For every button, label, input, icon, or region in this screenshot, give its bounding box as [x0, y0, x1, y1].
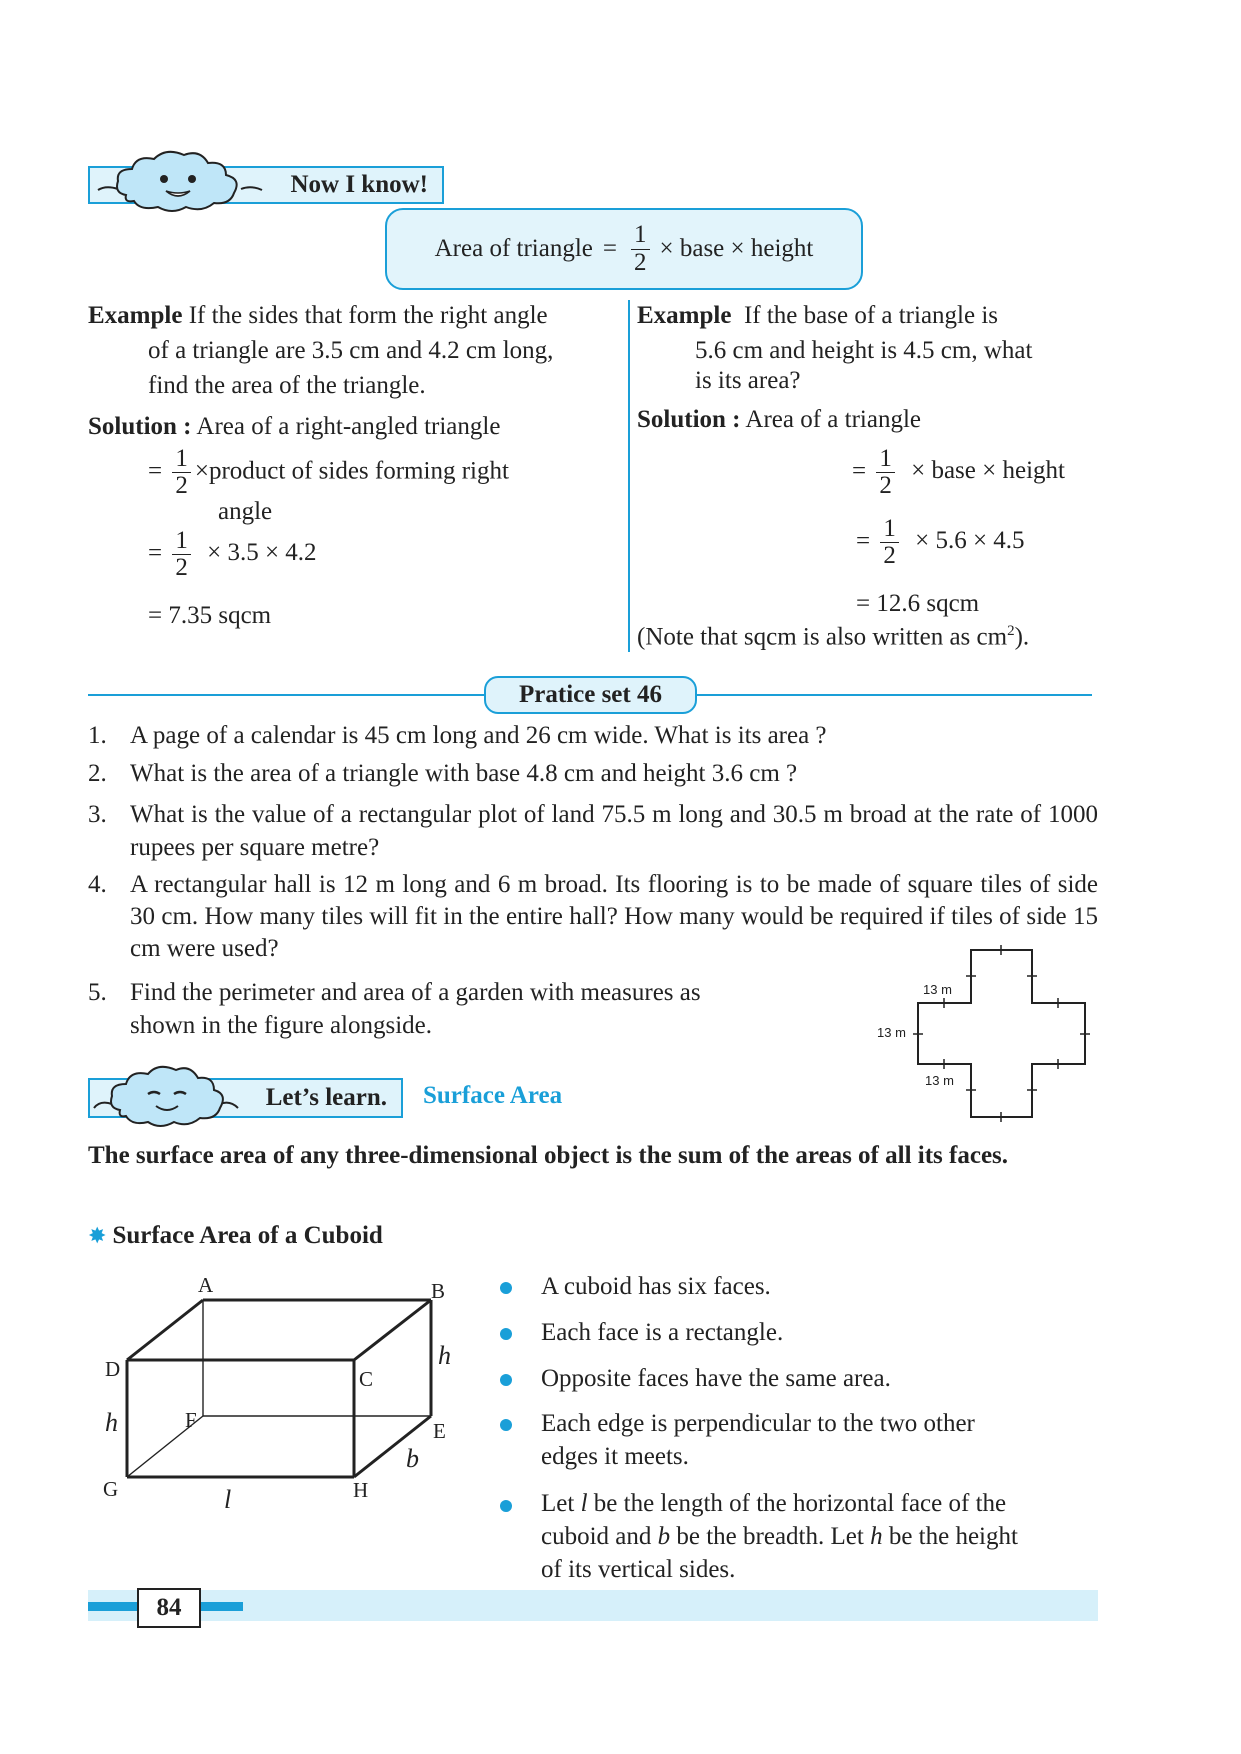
topic-surface-area: Surface Area	[423, 1082, 563, 1109]
column-divider	[628, 300, 630, 652]
solution-1-label: Solution :	[88, 413, 192, 440]
question-1: 1. A page of a calendar is 45 cm long and 26 cm wide. What is its area ?	[88, 722, 827, 749]
example-2-label: Example	[637, 302, 732, 329]
example-1-label: Example	[88, 302, 183, 329]
example-2: Example If the base of a triangle is 5.6 cm and height is 4.5 cm, what is its area?	[637, 302, 1033, 394]
vertex-d: D	[105, 1357, 121, 1381]
bullet-5: Let l be the length of the horizontal face of the cuboid and b be the breadth. Let h be the height of its vertical sides.	[541, 1490, 1018, 1583]
garden-cross-figure	[875, 942, 1095, 1127]
vertex-h: H	[353, 1478, 369, 1502]
example-2-solution: Solution : Area of a triangle	[637, 406, 921, 433]
label-b: b	[406, 1444, 419, 1473]
example-2-step-1: = $\frac{1}{2}$ × base × height	[852, 445, 1065, 500]
example-1-step-1: = $\frac{1}{2}$ ×product of sides forming right angle	[148, 445, 509, 525]
lets-learn-label: Let’s learn.	[265, 1084, 387, 1111]
example-1-solution: Solution : Area of a right-angled triangle	[88, 413, 501, 440]
now-i-know-label: Now I know!	[290, 171, 428, 198]
vertex-f: F	[185, 1408, 197, 1432]
garden-label-bottom: 13 m	[925, 1073, 954, 1088]
example-1: Example If the sides that form the right angle of a triangle are 3.5 cm and 4.2 cm long, find the area of the triangle.	[88, 302, 554, 399]
example-1-result: = 7.35 sqcm	[148, 602, 272, 629]
surface-area-definition: The surface area of any three-dimensional object is the sum of the areas of all its faces.	[88, 1142, 1009, 1169]
label-h-right: h	[438, 1341, 451, 1370]
bullet-dot	[500, 1328, 512, 1340]
label-h-left: h	[105, 1408, 118, 1437]
example-2-result: = 12.6 sqcm	[856, 590, 980, 617]
question-3: 3. What is the value of a rectangular plot of land 75.5 m long and 30.5 m broad at the rate of 1000 rupees per square metre?	[88, 801, 1098, 861]
question-4: 4. A rectangular hall is 12 m long and 6 m broad. Its flooring is to be made of square tiles of side 30 cm. How many tiles will fit in the entire hall? How many would be required if tiles of side 15 cm were used?	[88, 871, 1098, 962]
question-5: 5. Find the perimeter and area of a garden with measures as shown in the figure alongside.	[88, 979, 701, 1039]
example-2-step-2: = $\frac{1}{2}$ × 5.6 × 4.5	[856, 515, 1025, 570]
practice-set-title: Pratice set 46	[484, 676, 697, 714]
star-bullet-icon: ✸	[88, 1223, 107, 1248]
formula-fraction: $\frac{1}{2}$	[631, 222, 650, 276]
formula-lhs: Area of triangle	[434, 235, 593, 262]
bullet-dot	[500, 1419, 512, 1431]
garden-label-top: 13 m	[923, 982, 952, 997]
vertex-c: C	[359, 1367, 374, 1391]
vertex-a: A	[198, 1275, 214, 1297]
cuboid-subheading: ✸ Surface Area of a Cuboid	[88, 1222, 383, 1249]
page-number: 84	[137, 1588, 201, 1628]
bullet-dot	[500, 1500, 512, 1512]
question-2: 2. What is the area of a triangle with base 4.8 cm and height 3.6 cm ?	[88, 760, 798, 787]
garden-label-left: 13 m	[877, 1025, 906, 1040]
triangle-area-formula: Area of triangle = $\frac{1}{2}$ × base × height	[385, 208, 863, 290]
solution-2-label: Solution :	[637, 406, 741, 433]
cuboid-figure	[95, 1275, 470, 1515]
vertex-g: G	[103, 1477, 119, 1501]
bullet-4: Each edge is perpendicular to the two other edges it meets.	[541, 1410, 975, 1470]
vertex-e: E	[433, 1419, 446, 1443]
formula-rhs: × base × height	[659, 235, 814, 262]
example-2-note: (Note that sqcm is also written as $cm^2$).	[637, 623, 1030, 651]
bullet-dot	[500, 1282, 512, 1294]
practice-rule-left	[88, 694, 484, 696]
label-l: l	[224, 1485, 232, 1514]
example-1-step-2: = $\frac{1}{2}$ × 3.5 × 4.2	[148, 527, 317, 582]
bullet-1: A cuboid has six faces.	[541, 1273, 771, 1300]
bullet-3: Opposite faces have the same area.	[541, 1365, 891, 1392]
vertex-b: B	[431, 1279, 446, 1303]
cloud-mascot-icon	[92, 1060, 242, 1130]
bullet-dot	[500, 1374, 512, 1386]
practice-rule-right	[697, 694, 1092, 696]
cloud-mascot-icon	[96, 145, 266, 215]
bullet-2: Each face is a rectangle.	[541, 1319, 784, 1346]
